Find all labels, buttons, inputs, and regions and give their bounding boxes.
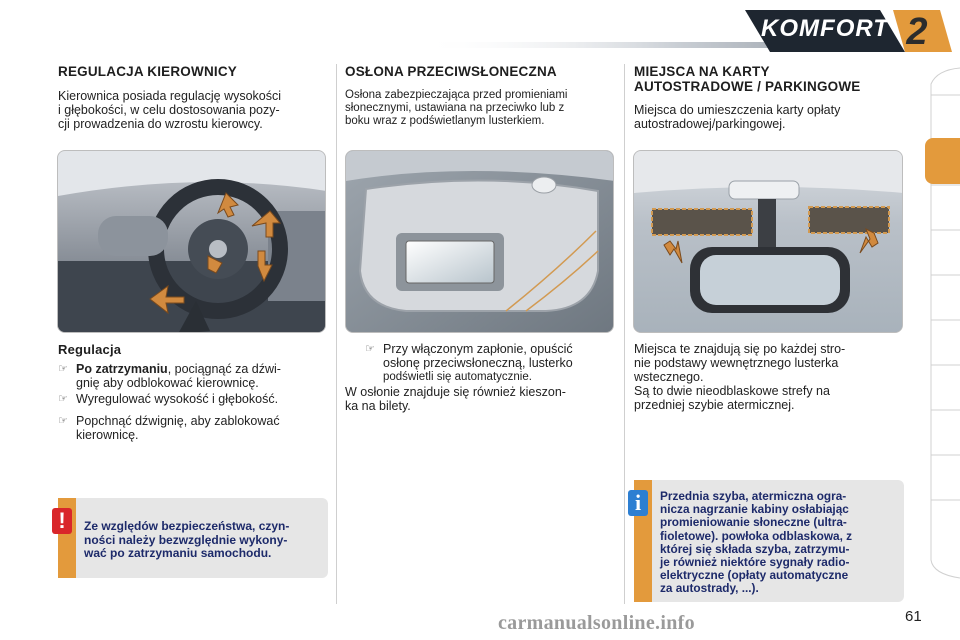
intro-line: i głębokości, w celu dostosowania pozy- bbox=[58, 103, 280, 117]
chapter-tab-active[interactable] bbox=[925, 138, 960, 184]
list-item bbox=[345, 342, 621, 384]
bullet-cont: gnię aby odblokować kierownicę. bbox=[76, 376, 259, 390]
intro-line: słonecznymi, ustawiana na przeciwko lub z bbox=[345, 102, 565, 114]
pointing-hand-icon: ☞ bbox=[58, 363, 68, 375]
bullet-text: osłonę przeciwsłoneczną, lusterko bbox=[383, 356, 573, 370]
bullet-text: Popchnąć dźwignię, aby zablokować bbox=[76, 414, 280, 428]
sunvisor-intro bbox=[345, 89, 621, 128]
bullet-text: Przy włączonym zapłonie, opuścić bbox=[383, 342, 573, 356]
bullet-bold: Po zatrzymaniu bbox=[76, 362, 168, 376]
intro-line: cji prowadzenia do wzrostu kierowcy. bbox=[58, 117, 263, 131]
steering-intro bbox=[58, 89, 328, 131]
warning-text: Ze względów bezpieczeństwa, czyn- ności należy bezwzględnie wykony- wać po zatrzymaniu samochodu. bbox=[84, 519, 290, 560]
intro-line: Kierownica posiada regulację wysokości bbox=[58, 89, 282, 103]
pointing-hand-icon: ☞ bbox=[365, 343, 375, 355]
info-box bbox=[634, 480, 904, 602]
subsection-title-regulation: Regulacja bbox=[58, 342, 122, 357]
bullet-text: , pociągnąć za dźwi- bbox=[167, 362, 281, 376]
section-title-cards: MIEJSCA NA KARTY AUTOSTRADOWE / PARKINGOWE bbox=[634, 64, 861, 94]
steering-wheel-photo bbox=[57, 150, 326, 333]
warning-icon: ! bbox=[52, 508, 72, 534]
list-item bbox=[58, 414, 328, 442]
page-number: 61 bbox=[905, 608, 922, 625]
pointing-hand-icon: ☞ bbox=[58, 393, 68, 405]
info-text: Przednia szyba, atermiczna ogra- nicza nagrzanie kabiny osłabiając promieniowanie słoneczne (ultra- fioletowe). powłoka odblaskowa, z której się składa szyba, zatrzymu- je również niektóre sygnały radio- elektryczne (opłaty automatyczne za autostrady, ...). bbox=[660, 489, 853, 596]
section-title-steering: REGULACJA KIEROWNICY bbox=[58, 64, 238, 79]
section-title-sunvisor: OSŁONA PRZECIWSŁONECZNA bbox=[345, 64, 557, 79]
bullet-cont: kierownicę. bbox=[76, 428, 139, 442]
intro-line: Osłona zabezpieczająca przed promieniami bbox=[345, 89, 568, 101]
cards-intro: Miejsca do umieszczenia karty opłaty autostradowej/parkingowej. bbox=[634, 103, 841, 131]
column-divider bbox=[336, 64, 337, 604]
bullet-text: podświetli się automatycznie. bbox=[383, 371, 532, 383]
list-item bbox=[58, 392, 328, 406]
chapter-title: KOMFORT bbox=[761, 15, 889, 42]
warning-box bbox=[58, 498, 328, 578]
rearview-mirror-photo bbox=[633, 150, 903, 333]
chapter-number: 2 bbox=[906, 11, 928, 53]
sunvisor-note: W osłonie znajduje się również kieszon- ka na bilety. bbox=[345, 385, 566, 413]
column-divider bbox=[624, 64, 625, 604]
info-icon: i bbox=[628, 490, 648, 516]
sun-visor-photo bbox=[345, 150, 614, 333]
cards-location-text: Miejsca te znajdują się po każdej stro- nie podstawy wewnętrznego lusterka wstecznego. bbox=[634, 342, 846, 384]
bullet-text: Wyregulować wysokość i głębokość. bbox=[76, 392, 279, 406]
watermark-text: carmanualsonline.info bbox=[498, 612, 695, 634]
list-item bbox=[58, 362, 328, 390]
cards-zone-text: Są to dwie nieodblaskowe strefy na przedniej szybie atermicznej. bbox=[634, 384, 830, 412]
pointing-hand-icon: ☞ bbox=[58, 415, 68, 427]
intro-line: boku wraz z podświetlanym lusterkiem. bbox=[345, 115, 545, 127]
